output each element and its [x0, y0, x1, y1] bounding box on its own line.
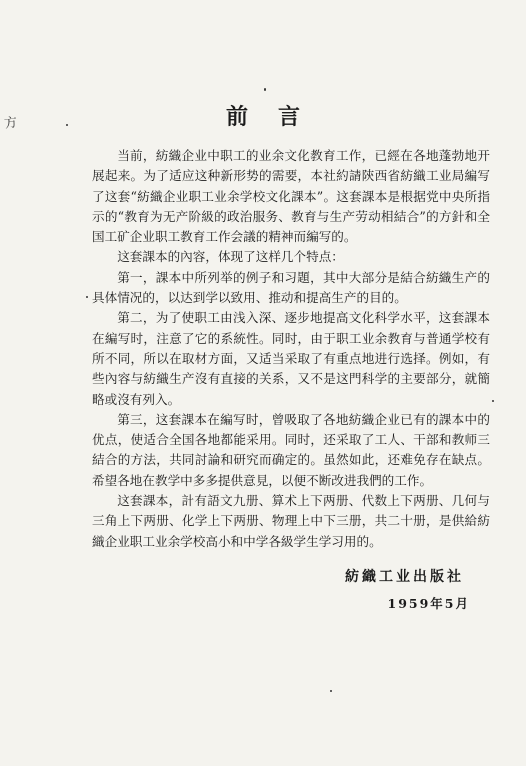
- paragraph-feature-two: 第二，为了使职工由浅入深、逐步地提高文化科学水平，这套課本在編写时，注意了它的系統性。同时，由于职工业余教育与普通学校有所不同，所以在取材方面，又适当采取了有重点地进行选择。例如，有些內容与紡織生产沒有直接的关系，又不是这門科学的主要部分，就簡略或沒有列入。: [92, 310, 490, 407]
- publication-date: 1959年5月: [387, 596, 470, 611]
- scan-speck: [492, 400, 494, 402]
- scan-speck: [86, 296, 88, 298]
- page-title: 前言: [225, 104, 330, 130]
- scan-speck: [66, 124, 68, 126]
- preface-body: [92, 146, 490, 552]
- scan-speck: [264, 88, 266, 91]
- paragraph-contents: 这套課本，計有語文九册、算术上下两册、代数上下两册、几何与三角上下两册、化学上下两册、物理上中下三册，共二十册，是供給紡織企业职工业余学校高小和中学各級学生学习用的。: [92, 493, 490, 549]
- paragraph-intro: 当前，紡織企业中职工的业余文化教育工作，已經在各地蓬勃地开展起来。为了适应这种新形势的需要，本社約請陝西省紡織工业局編写了这套“紡織企业职工业余学校文化課本”。这套課本是根据党中央所指示的“教育为无产阶級的政治服务、教育与生产劳动相結合”的方針和全国工矿企业职工教育工作会議的精神而編写的。: [92, 148, 490, 245]
- publisher-signature: 紡織工业出版社: [345, 569, 464, 585]
- paragraph-feature-three: 第三，这套課本在編写时，曾吸取了各地紡織企业已有的課本中的优点，使适合全国各地都能采用。同时，还采取了工人、干部和教师三結合的方法，共同討論和研究而确定的。虽然如此，还难免存在缺点。希望各地在教学中多多提供意見，以便不断改进我們的工作。: [92, 411, 490, 488]
- scan-speck: [330, 690, 332, 692]
- margin-note: 方: [3, 115, 19, 132]
- paragraph-feature-one: 第一，課本中所列举的例子和习題，其中大部分是結合紡織生产的具体情况的，以达到学以致用、推动和提高生产的目的。: [92, 269, 490, 306]
- paragraph-features-lead: 这套課本的內容，体现了这样几个特点：: [117, 249, 344, 265]
